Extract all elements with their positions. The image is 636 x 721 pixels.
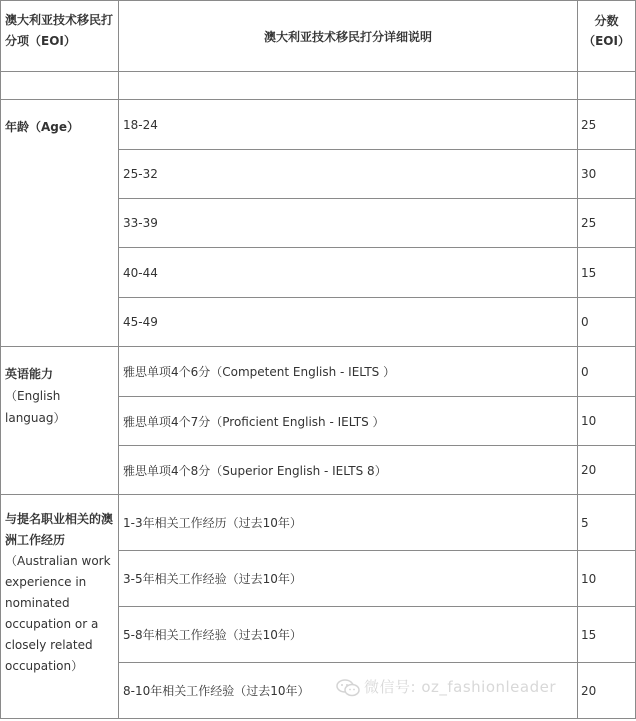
points-cell: 10	[578, 551, 636, 607]
description-cell: 33-39	[119, 199, 578, 248]
points-cell: 15	[578, 248, 636, 298]
category-label-en: （Australian work experience in nominated occupation or a closely related occupation）	[5, 554, 111, 673]
points-cell: 15	[578, 607, 636, 663]
header-category: 澳大利亚技术移民打分项（EOI）	[1, 1, 119, 72]
spacer-cell	[1, 72, 119, 100]
description-cell: 18-24	[119, 100, 578, 150]
table-row	[1, 495, 636, 551]
watermark	[336, 676, 556, 697]
header-description: 澳大利亚技术移民打分详细说明	[119, 1, 578, 72]
description-cell: 8-10年相关工作经验（过去10年）	[119, 663, 578, 719]
description-cell: 1-3年相关工作经历（过去10年）	[119, 495, 578, 551]
points-cell: 5	[578, 495, 636, 551]
category-label: 英语能力	[5, 367, 54, 381]
points-cell: 20	[578, 663, 636, 719]
description-cell: 25-32	[119, 150, 578, 199]
description-cell: 雅思单项4个8分（Superior English - IELTS 8）	[119, 446, 578, 495]
table-row	[1, 100, 636, 150]
wechat-icon	[336, 679, 360, 697]
category-age	[1, 100, 119, 347]
spacer-row	[1, 72, 636, 100]
points-cell: 20	[578, 446, 636, 495]
points-cell: 10	[578, 397, 636, 446]
description-cell: 雅思单项4个6分（Competent English - IELTS ）	[119, 347, 578, 397]
points-cell: 30	[578, 150, 636, 199]
description-cell: 45-49	[119, 298, 578, 347]
header-row	[1, 1, 636, 72]
header-points: 分数（EOI）	[578, 1, 636, 72]
points-cell: 0	[578, 298, 636, 347]
category-label: 年龄（Age）	[5, 120, 80, 134]
watermark-text: 微信号: oz_fashionleader	[364, 678, 557, 696]
table-row	[1, 347, 636, 397]
points-cell: 0	[578, 347, 636, 397]
category-label-en: （English languag）	[5, 389, 66, 425]
spacer-cell	[578, 72, 636, 100]
description-cell: 雅思单项4个7分（Proficient English - IELTS ）	[119, 397, 578, 446]
category-work-experience	[1, 495, 119, 719]
description-cell: 40-44	[119, 248, 578, 298]
description-cell: 5-8年相关工作经验（过去10年）	[119, 607, 578, 663]
points-cell: 25	[578, 199, 636, 248]
category-english	[1, 347, 119, 495]
category-label: 与提名职业相关的澳洲工作经历	[5, 512, 114, 547]
description-cell: 3-5年相关工作经验（过去10年）	[119, 551, 578, 607]
points-cell: 25	[578, 100, 636, 150]
spacer-cell	[119, 72, 578, 100]
